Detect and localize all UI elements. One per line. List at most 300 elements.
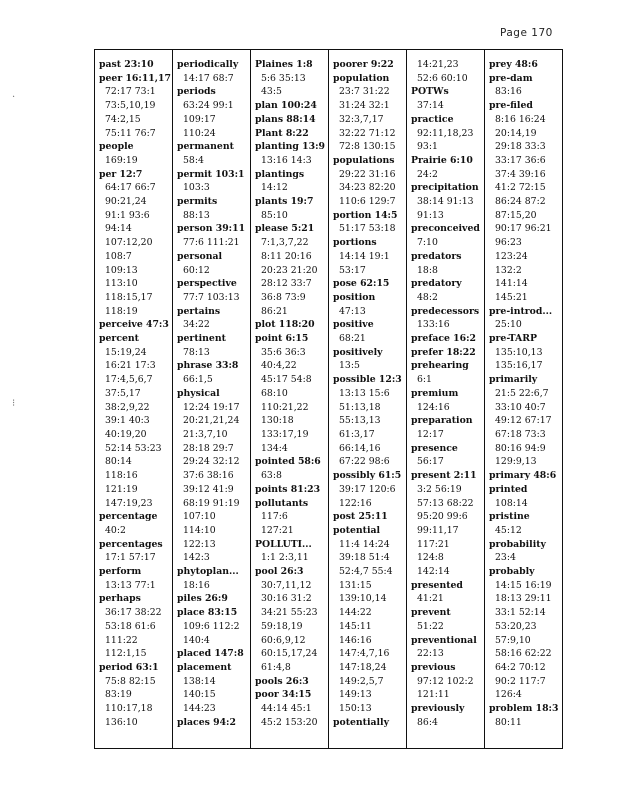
index-term: perhaps <box>99 593 141 605</box>
index-locator: 123:24 <box>495 250 528 262</box>
index-locator: 38:14 91:13 <box>417 196 474 208</box>
index-locator: 41:21 <box>417 593 444 605</box>
index-locator: 129:9,13 <box>495 456 537 468</box>
index-locator: 83:16 <box>495 86 522 98</box>
index-locator: 39:17 120:6 <box>339 483 396 495</box>
index-locator: 37:6 38:16 <box>183 470 234 482</box>
index-locator: 75:8 82:15 <box>105 675 156 687</box>
index-locator: 13:13 15:6 <box>339 387 390 399</box>
index-locator: 108:14 <box>495 497 528 509</box>
index-term: point 6:15 <box>255 333 309 345</box>
index-locator: 111:22 <box>105 634 138 646</box>
index-term: preparation <box>411 415 473 427</box>
index-locator: 28:18 29:7 <box>183 442 234 454</box>
index-term: planting 13:9 <box>255 141 325 153</box>
index-locator: 117:6 <box>261 511 288 523</box>
index-locator: 135:10,13 <box>495 346 543 358</box>
index-locator: 43:5 <box>261 86 282 98</box>
index-term: problem 18:3 <box>489 703 559 715</box>
index-term: probability <box>489 538 546 550</box>
index-term: permits <box>177 196 218 208</box>
index-locator: 90:2 117:7 <box>495 675 546 687</box>
index-table <box>94 49 563 749</box>
index-locator: 64:2 70:12 <box>495 661 546 673</box>
index-locator: 86:4 <box>417 716 438 728</box>
index-term: previously <box>411 703 465 715</box>
index-locator: 113:10 <box>105 278 138 290</box>
index-locator: 57:9,10 <box>495 634 531 646</box>
index-locator: 53:20,23 <box>495 620 537 632</box>
index-locator: 8:11 20:16 <box>261 250 312 262</box>
index-term: preconceived <box>411 223 480 235</box>
index-term: pristine <box>489 511 530 523</box>
index-locator: 25:10 <box>495 319 522 331</box>
index-locator: 150:13 <box>339 703 372 715</box>
index-term: periods <box>177 86 216 98</box>
index-locator: 133:17,19 <box>261 428 309 440</box>
index-locator: 13:5 <box>339 360 360 372</box>
index-locator: 5:6 35:13 <box>261 72 306 84</box>
index-locator: 37:5,17 <box>105 387 141 399</box>
index-locator: 86:24 87:2 <box>495 196 546 208</box>
index-locator: 122:16 <box>339 497 372 509</box>
index-column-5 <box>407 50 485 748</box>
index-term: piles 26:9 <box>177 593 228 605</box>
index-locator: 51:13,18 <box>339 401 381 413</box>
index-term: physical <box>177 387 220 399</box>
index-locator: 74:2,15 <box>105 113 141 125</box>
index-locator: 139:10,14 <box>339 593 387 605</box>
index-locator: 53:18 61:6 <box>105 620 156 632</box>
index-term: practice <box>411 113 454 125</box>
index-locator: 17:4,5,6,7 <box>105 374 153 386</box>
index-term: predators <box>411 250 462 262</box>
index-locator: 8:16 16:24 <box>495 113 546 125</box>
index-locator: 63:8 <box>261 470 282 482</box>
index-locator: 48:2 <box>417 291 438 303</box>
index-term: past 23:10 <box>99 59 154 70</box>
index-locator: 95:20 99:6 <box>417 511 468 523</box>
index-term: places 94:2 <box>177 716 236 728</box>
index-locator: 141:14 <box>495 278 528 290</box>
index-term: pose 62:15 <box>333 278 390 290</box>
index-locator: 135:16,17 <box>495 360 543 372</box>
index-term: potentially <box>333 716 389 728</box>
index-locator: 130:18 <box>261 415 294 427</box>
index-locator: 134:4 <box>261 442 288 454</box>
index-locator: 23:4 <box>495 552 516 564</box>
index-locator: 35:6 36:3 <box>261 346 306 358</box>
index-locator: 44:14 45:1 <box>261 703 312 715</box>
index-term: percent <box>99 333 139 345</box>
index-term: primarily <box>489 374 538 386</box>
index-locator: 142:3 <box>183 552 210 564</box>
index-term: presented <box>411 579 463 591</box>
index-term: pre-filed <box>489 100 533 112</box>
index-term: person 39:11 <box>177 223 246 235</box>
index-locator: 60:12 <box>183 264 210 276</box>
index-term: pre-TARP <box>489 333 537 345</box>
index-term: previous <box>411 661 456 673</box>
index-locator: 68:21 <box>339 333 366 345</box>
index-locator: 149:13 <box>339 689 372 701</box>
index-term: phrase 33:8 <box>177 360 239 372</box>
index-locator: 33:17 36:6 <box>495 154 546 166</box>
index-locator: 30:16 31:2 <box>261 593 312 605</box>
index-term: preface 16:2 <box>411 333 476 345</box>
index-term: plants 19:7 <box>255 196 314 208</box>
index-locator: 55:13,13 <box>339 415 381 427</box>
index-locator: 126:4 <box>495 689 522 701</box>
index-locator: 94:14 <box>105 223 132 235</box>
index-locator: 149:2,5,7 <box>339 675 384 687</box>
index-locator: 59:18,19 <box>261 620 303 632</box>
index-locator: 145:11 <box>339 620 372 632</box>
index-locator: 40:2 <box>105 524 126 536</box>
index-locator: 58:4 <box>183 154 204 166</box>
index-locator: 52:4,7 55:4 <box>339 566 393 578</box>
index-term: placed 147:8 <box>177 648 244 660</box>
index-locator: 133:16 <box>417 319 450 331</box>
index-locator: 67:18 73:3 <box>495 428 546 440</box>
index-term: POLLUTI... <box>255 538 312 550</box>
index-locator: 32:3,7,17 <box>339 113 384 125</box>
index-locator: 103:3 <box>183 182 210 194</box>
index-locator: 75:11 76:7 <box>105 127 156 139</box>
index-term: populations <box>333 154 395 166</box>
index-locator: 14:15 16:19 <box>495 579 552 591</box>
index-locator: 92:11,18,23 <box>417 127 474 139</box>
index-locator: 36:17 38:22 <box>105 607 162 619</box>
index-locator: 39:18 51:4 <box>339 552 390 564</box>
index-locator: 33:1 52:14 <box>495 607 546 619</box>
index-locator: 23:7 31:22 <box>339 86 390 98</box>
index-locator: 18:16 <box>183 579 210 591</box>
index-locator: 33:10 40:7 <box>495 401 546 413</box>
index-term: predatory <box>411 278 462 290</box>
index-term: positive <box>333 319 374 331</box>
index-term: phytoplan... <box>177 566 239 578</box>
index-term: plan 100:24 <box>255 100 317 112</box>
index-locator: 136:10 <box>105 716 138 728</box>
index-locator: 109:13 <box>105 264 138 276</box>
index-locator: 14:21,23 <box>417 59 459 70</box>
index-locator: 124:8 <box>417 552 444 564</box>
page-number: Page 170 <box>500 27 553 39</box>
index-locator: 12:17 <box>417 428 444 440</box>
index-locator: 14:17 68:7 <box>183 72 234 84</box>
index-term: Plant 8:22 <box>255 127 309 139</box>
index-term: probably <box>489 566 535 578</box>
index-locator: 66:1,5 <box>183 374 213 386</box>
index-term: presence <box>411 442 458 454</box>
index-locator: 83:19 <box>105 689 132 701</box>
index-locator: 90:17 96:21 <box>495 223 552 235</box>
index-term: preventional <box>411 634 477 646</box>
index-term: pool 26:3 <box>255 566 304 578</box>
index-locator: 121:19 <box>105 483 138 495</box>
index-locator: 96:23 <box>495 237 522 249</box>
index-term: prey 48:6 <box>489 59 538 70</box>
index-locator: 12:24 19:17 <box>183 401 240 413</box>
index-term: perceive 47:3 <box>99 319 169 331</box>
index-locator: 28:12 33:7 <box>261 278 312 290</box>
index-locator: 131:15 <box>339 579 372 591</box>
index-locator: 138:14 <box>183 675 216 687</box>
margin-speck: ⁝ <box>12 398 16 409</box>
index-locator: 140:15 <box>183 689 216 701</box>
index-locator: 16:21 17:3 <box>105 360 156 372</box>
index-locator: 146:16 <box>339 634 372 646</box>
index-locator: 45:17 54:8 <box>261 374 312 386</box>
index-term: portion 14:5 <box>333 209 398 221</box>
index-locator: 110:24 <box>183 127 216 139</box>
index-locator: 80:16 94:9 <box>495 442 546 454</box>
index-term: plantings <box>255 168 305 180</box>
index-locator: 78:13 <box>183 346 210 358</box>
index-locator: 110:21,22 <box>261 401 309 413</box>
index-locator: 52:6 60:10 <box>417 72 468 84</box>
index-locator: 40:19,20 <box>105 428 147 440</box>
index-locator: 80:14 <box>105 456 132 468</box>
index-locator: 109:17 <box>183 113 216 125</box>
index-locator: 108:7 <box>105 250 132 262</box>
index-term: pertains <box>177 305 221 317</box>
index-locator: 20:23 21:20 <box>261 264 318 276</box>
index-locator: 36:8 73:9 <box>261 291 306 303</box>
index-term: poor 34:15 <box>255 689 312 701</box>
index-locator: 7:1,3,7,22 <box>261 237 309 249</box>
index-locator: 72:17 73:1 <box>105 86 156 98</box>
index-locator: 29:24 32:12 <box>183 456 240 468</box>
index-locator: 37:4 39:16 <box>495 168 546 180</box>
index-locator: 29:18 33:3 <box>495 141 546 153</box>
index-term: printed <box>489 483 528 495</box>
index-locator: 147:18,24 <box>339 661 387 673</box>
index-locator: 86:21 <box>261 305 288 317</box>
index-term: poorer 9:22 <box>333 59 394 70</box>
index-locator: 15:19,24 <box>105 346 147 358</box>
index-column-3 <box>251 50 329 748</box>
index-locator: 39:1 40:3 <box>105 415 150 427</box>
index-locator: 91:1 93:6 <box>105 209 150 221</box>
index-locator: 97:12 102:2 <box>417 675 474 687</box>
index-locator: 61:3,17 <box>339 428 375 440</box>
index-locator: 110:6 129:7 <box>339 196 396 208</box>
index-locator: 39:12 41:9 <box>183 483 234 495</box>
index-locator: 61:4,8 <box>261 661 291 673</box>
index-term: per 12:7 <box>99 168 143 180</box>
index-locator: 109:6 112:2 <box>183 620 240 632</box>
index-locator: 64:17 66:7 <box>105 182 156 194</box>
index-locator: 144:23 <box>183 703 216 715</box>
index-locator: 142:14 <box>417 566 450 578</box>
index-locator: 140:4 <box>183 634 210 646</box>
index-term: percentages <box>99 538 163 550</box>
index-locator: 49:12 67:17 <box>495 415 552 427</box>
index-locator: 21:5 22:6,7 <box>495 387 549 399</box>
index-locator: 73:5,10,19 <box>105 100 156 112</box>
index-locator: 30:7,11,12 <box>261 579 312 591</box>
index-locator: 41:2 72:15 <box>495 182 546 194</box>
index-locator: 21:3,7,10 <box>183 428 228 440</box>
index-locator: 77:7 103:13 <box>183 291 240 303</box>
index-locator: 38:2,9,22 <box>105 401 150 413</box>
index-term: percentage <box>99 511 158 523</box>
index-term: place 83:15 <box>177 607 238 619</box>
index-term: plans 88:14 <box>255 113 316 125</box>
index-locator: 66:14,16 <box>339 442 381 454</box>
index-column-2 <box>173 50 251 748</box>
index-term: post 25:11 <box>333 511 388 523</box>
index-term: position <box>333 291 376 303</box>
index-locator: 68:19 91:19 <box>183 497 240 509</box>
index-locator: 34:23 82:20 <box>339 182 396 194</box>
index-term: predecessors <box>411 305 480 317</box>
index-locator: 40:4,22 <box>261 360 297 372</box>
index-locator: 91:13 <box>417 209 444 221</box>
index-term: premium <box>411 387 459 399</box>
index-locator: 1:1 2:3,11 <box>261 552 309 564</box>
index-term: prevent <box>411 607 451 619</box>
index-locator: 58:16 62:22 <box>495 648 552 660</box>
index-locator: 99:11,17 <box>417 524 459 536</box>
index-term: pointed 58:6 <box>255 456 321 468</box>
index-term: potential <box>333 524 381 536</box>
index-locator: 118:16 <box>105 470 138 482</box>
index-locator: 127:21 <box>261 524 294 536</box>
index-locator: 85:10 <box>261 209 288 221</box>
index-locator: 132:2 <box>495 264 522 276</box>
index-locator: 67:22 98:6 <box>339 456 390 468</box>
index-locator: 118:19 <box>105 305 138 317</box>
index-term: permanent <box>177 141 234 153</box>
index-locator: 147:19,23 <box>105 497 153 509</box>
index-term: placement <box>177 661 232 673</box>
index-locator: 52:14 53:23 <box>105 442 162 454</box>
index-locator: 34:21 55:23 <box>261 607 318 619</box>
margin-speck: · <box>12 92 16 103</box>
index-locator: 20:21,21,24 <box>183 415 240 427</box>
index-term: positively <box>333 346 383 358</box>
index-locator: 57:13 68:22 <box>417 497 474 509</box>
index-locator: 47:13 <box>339 305 366 317</box>
index-term: points 81:23 <box>255 483 321 495</box>
index-locator: 51:22 <box>417 620 444 632</box>
index-locator: 53:17 <box>339 264 366 276</box>
index-locator: 90:21,24 <box>105 196 147 208</box>
index-term: pertinent <box>177 333 226 345</box>
index-term: Plaines 1:8 <box>255 59 313 70</box>
index-locator: 34:22 <box>183 319 210 331</box>
index-term: perform <box>99 566 142 578</box>
index-locator: 45:2 153:20 <box>261 716 318 728</box>
index-term: Prairie 6:10 <box>411 154 473 166</box>
index-locator: 13:13 77:1 <box>105 579 156 591</box>
index-locator: 60:6,9,12 <box>261 634 306 646</box>
index-locator: 17:1 57:17 <box>105 552 156 564</box>
index-locator: 169:19 <box>105 154 138 166</box>
index-locator: 45:12 <box>495 524 522 536</box>
index-locator: 3:2 56:19 <box>417 483 462 495</box>
index-term: prefer 18:22 <box>411 346 476 358</box>
index-term: plot 118:20 <box>255 319 315 331</box>
index-locator: 18:8 <box>417 264 438 276</box>
index-term: pollutants <box>255 497 309 509</box>
index-locator: 24:2 <box>417 168 438 180</box>
index-term: possibly 61:5 <box>333 470 402 482</box>
index-term: please 5:21 <box>255 223 315 235</box>
index-column-1 <box>95 50 173 748</box>
index-locator: 11:4 14:24 <box>339 538 390 550</box>
index-locator: 63:24 99:1 <box>183 100 234 112</box>
index-locator: 145:21 <box>495 291 528 303</box>
index-locator: 14:14 19:1 <box>339 250 390 262</box>
index-locator: 110:17,18 <box>105 703 153 715</box>
index-term: prehearing <box>411 360 469 372</box>
index-locator: 51:17 53:18 <box>339 223 396 235</box>
index-term: POTWs <box>411 86 449 98</box>
index-locator: 144:22 <box>339 607 372 619</box>
index-locator: 6:1 <box>417 374 432 386</box>
index-term: perspective <box>177 278 237 290</box>
index-locator: 118:15,17 <box>105 291 153 303</box>
index-term: people <box>99 141 134 153</box>
index-locator: 18:13 29:11 <box>495 593 552 605</box>
index-locator: 121:11 <box>417 689 450 701</box>
index-locator: 107:10 <box>183 511 216 523</box>
index-locator: 87:15,20 <box>495 209 537 221</box>
index-term: periodically <box>177 59 239 70</box>
index-locator: 112:1,15 <box>105 648 147 660</box>
index-locator: 147:4,7,16 <box>339 648 390 660</box>
index-locator: 60:15,17,24 <box>261 648 318 660</box>
index-term: population <box>333 72 390 84</box>
index-locator: 88:13 <box>183 209 210 221</box>
index-locator: 20:14,19 <box>495 127 537 139</box>
index-term: pre-dam <box>489 72 533 84</box>
index-locator: 13:16 14:3 <box>261 154 312 166</box>
index-locator: 117:21 <box>417 538 450 550</box>
index-locator: 37:14 <box>417 100 444 112</box>
index-locator: 22:13 <box>417 648 444 660</box>
index-term: pools 26:3 <box>255 675 309 687</box>
index-locator: 7:10 <box>417 237 438 249</box>
index-term: peer 16:11,17 <box>99 72 171 84</box>
index-locator: 29:22 31:16 <box>339 168 396 180</box>
index-term: pre-introd... <box>489 305 553 317</box>
index-term: portions <box>333 237 377 249</box>
index-term: possible 12:3 <box>333 374 402 386</box>
index-term: primary 48:6 <box>489 470 557 482</box>
index-locator: 68:10 <box>261 387 288 399</box>
index-column-6 <box>485 50 562 748</box>
index-locator: 93:1 <box>417 141 438 153</box>
index-locator: 107:12,20 <box>105 237 153 249</box>
index-locator: 124:16 <box>417 401 450 413</box>
index-term: precipitation <box>411 182 479 194</box>
index-locator: 14:12 <box>261 182 288 194</box>
index-column-4 <box>329 50 407 748</box>
index-term: period 63:1 <box>99 661 159 673</box>
index-term: permit 103:1 <box>177 168 245 180</box>
index-locator: 114:10 <box>183 524 216 536</box>
index-locator: 122:13 <box>183 538 216 550</box>
index-term: personal <box>177 250 223 262</box>
index-locator: 80:11 <box>495 716 522 728</box>
index-locator: 31:24 32:1 <box>339 100 390 112</box>
index-locator: 72:8 130:15 <box>339 141 396 153</box>
